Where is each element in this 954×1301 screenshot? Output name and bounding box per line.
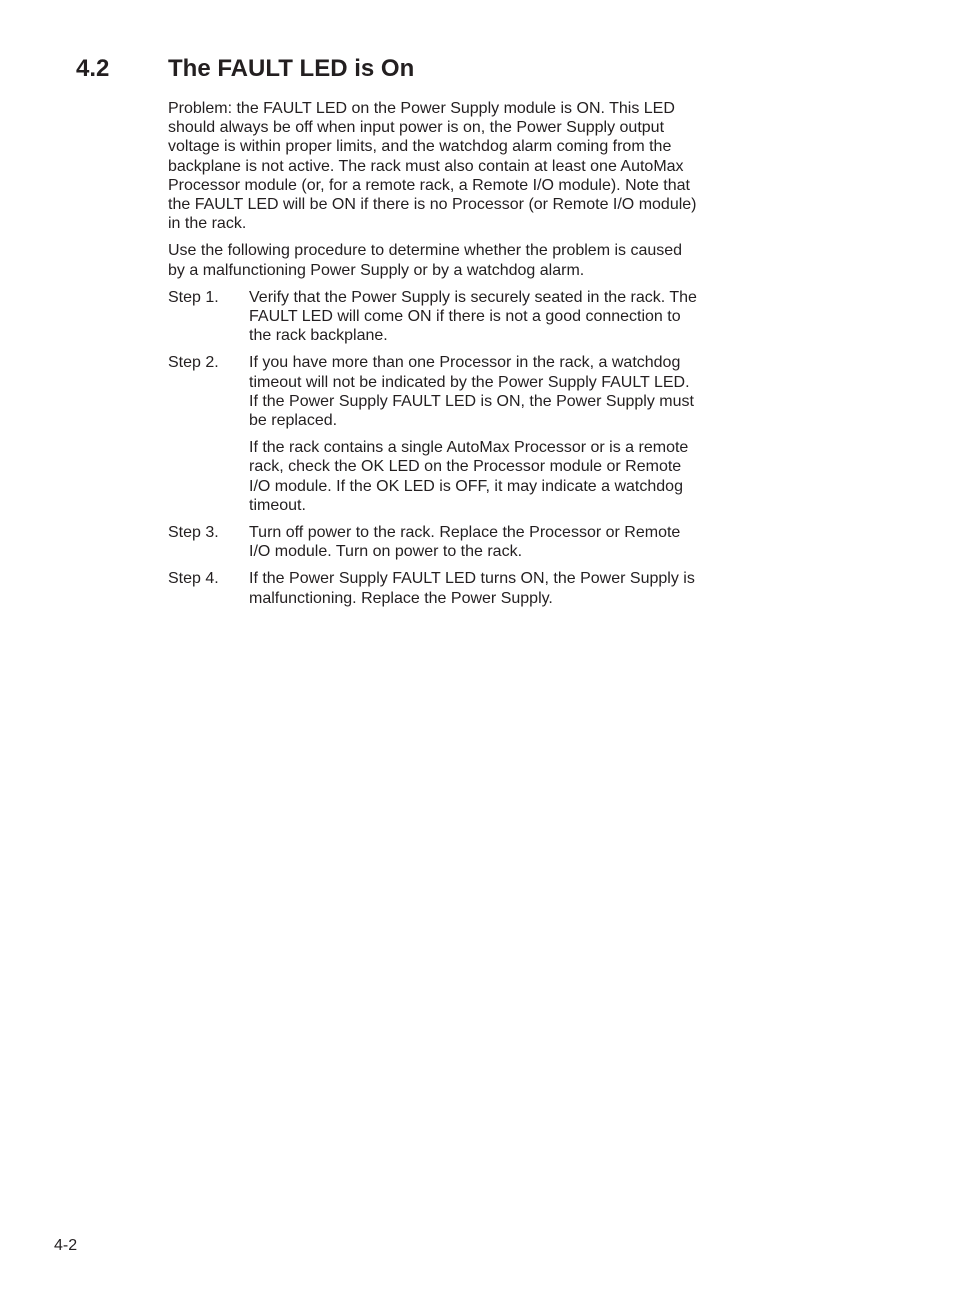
section-body	[168, 99, 698, 616]
step-text: If the Power Supply FAULT LED turns ON, the Power Supply is malfunctioning. Replace the Power Supply.	[249, 570, 695, 607]
step-text: If you have more than one Processor in the rack, a watchdog timeout will not be indicated by the Power Supply FAULT LED. If the Power Supply FAULT LED is ON, the Power Supply must be replaced.	[249, 354, 694, 430]
step-2	[168, 353, 698, 430]
step-label: Step 1.	[168, 288, 219, 306]
step-4	[168, 569, 698, 607]
step-text: Turn off power to the rack. Replace the Processor or Remote I/O module. Turn on power to the rack.	[249, 524, 681, 561]
step-2-note: If the rack contains a single AutoMax Processor or is a remote rack, check the OK LED on the Processor module or Remote I/O module. If the OK LED is OFF, it may indicate a watchdog timeout.	[249, 439, 689, 514]
section-heading	[0, 53, 954, 85]
problem-paragraph: Problem: the FAULT LED on the Power Supply module is ON. This LED should always be off when input power is on, the Power Supply output voltage is within proper limits, and the watchdog alarm coming from the backplane is not active. The rack must also contain at least one AutoMax Processor module (or, for a remote rack, a Remote I/O module). Note that the FAULT LED will be ON if there is no Processor (or Remote I/O module) in the rack.	[168, 100, 697, 233]
step-text: Verify that the Power Supply is securely seated in the rack. The FAULT LED will come ON if there is not a good connection to the rack backplane.	[249, 288, 697, 345]
step-3	[168, 523, 698, 561]
step-label: Step 4.	[168, 570, 219, 588]
step-label: Step 2.	[168, 354, 219, 372]
step-1	[168, 288, 698, 346]
page-number: 4-2	[54, 1237, 78, 1254]
step-label: Step 3.	[168, 524, 219, 542]
section-title: The FAULT LED is On	[168, 55, 415, 82]
procedure-intro-paragraph: Use the following procedure to determine whether the problem is caused by a malfunctioning Power Supply or by a watchdog alarm.	[168, 242, 683, 279]
section-number: 4.2	[76, 55, 110, 82]
